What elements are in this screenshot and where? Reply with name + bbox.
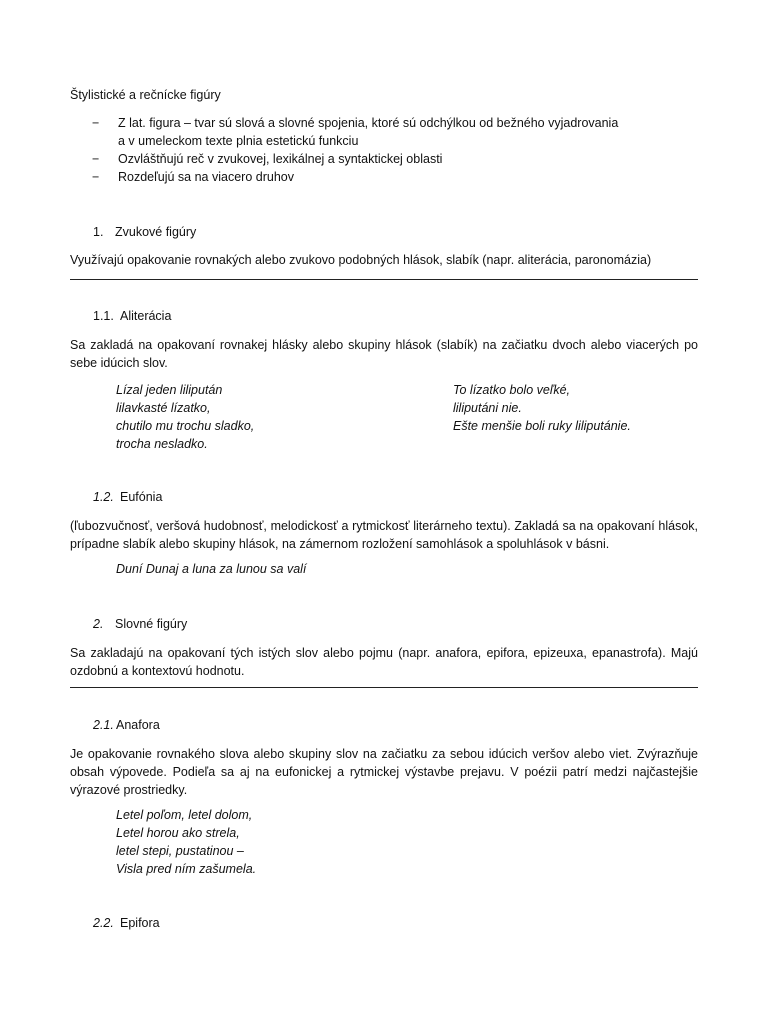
- subsection-text: Je opakovanie rovnakého slova alebo skupiny slov na začiatku za sebou idúcich veršov alebo viet. Zvýrazňuje obsah výpovede. Podieľa sa aj na eufonickej a rytmickej výstavbe prejavu. V poézii patrí medzi najčastejšie výrazové prostriedky.: [70, 747, 698, 797]
- list-item: Rozdeľujú sa na viacero druhov: [118, 170, 294, 184]
- poem-line: Letel poľom, letel dolom,: [116, 808, 253, 822]
- list-dash: −: [92, 116, 100, 130]
- poem-right: [453, 381, 631, 435]
- divider: [70, 687, 698, 688]
- subsection-text: Sa zakladá na opakovaní rovnakej hlásky alebo skupiny hlások (slabík) na začiatku dvoch alebo viacerých po sebe idúcich slov.: [70, 338, 698, 370]
- list-dash: −: [92, 152, 100, 166]
- poem-line: To lízatko bolo veľké,: [453, 383, 571, 397]
- section-number: 2.: [93, 617, 104, 631]
- section-description: Sa zakladajú na opakovaní tých istých slov alebo pojmu (napr. anafora, epifora, epizeuxa, epanastrofa). Majú ozdobnú a kontextovú hodnotu.: [70, 646, 698, 678]
- poem-line: lilavkasté lízatko,: [116, 401, 211, 415]
- poem-line: trocha nesladko.: [116, 437, 208, 451]
- poem-line: Visla pred ním zašumela.: [116, 862, 257, 876]
- list-item: Z lat. figura – tvar sú slová a slovné spojenia, ktoré sú odchýlkou od bežného vyjadrovania: [118, 116, 619, 130]
- subsection-title: Aliterácia: [120, 309, 172, 323]
- poem-line: Letel horou ako strela,: [116, 826, 240, 840]
- divider: [70, 279, 698, 280]
- section-title: Zvukové figúry: [115, 225, 197, 239]
- section-description: Využívajú opakovanie rovnakých alebo zvukovo podobných hlások, slabík (napr. aliterácia, paronomázia): [70, 253, 652, 267]
- poem-line: Ešte menšie boli ruky liliputánie.: [453, 419, 631, 433]
- subsection-number: 1.1.: [93, 309, 114, 323]
- poem-left: [116, 381, 254, 453]
- poem-line: Lízal jeden lilipután: [116, 383, 223, 397]
- subsection-text: (ľubozvučnosť, veršová hudobnosť, melodickosť a rytmickosť literárneho textu). Zakladá sa na opakovaní hlások, prípadne slabík alebo skupiny hlások, na zámernom rozložení samohlások a spoluhlások v básni.: [70, 519, 698, 551]
- subsection-number: 1.2.: [93, 490, 114, 504]
- subsection-title: Eufónia: [120, 490, 163, 504]
- subsection-number: 2.2.: [93, 916, 114, 930]
- document-page: [70, 0, 698, 1024]
- subsection-title: Epifora: [120, 916, 160, 930]
- poem: [116, 806, 256, 878]
- list-item-continuation: a v umeleckom texte plnia estetickú funkciu: [118, 134, 359, 148]
- document-heading: Štylistické a rečnícke figúry: [70, 88, 221, 102]
- section-number: 1.: [93, 225, 104, 239]
- subsection-title: Anafora: [116, 718, 160, 732]
- example-verse: Duní Dunaj a luna za lunou sa valí: [116, 562, 307, 576]
- section-title: Slovné figúry: [115, 617, 188, 631]
- poem-line: letel stepi, pustatinou –: [116, 844, 244, 858]
- subsection-number: 2.1.: [93, 718, 114, 732]
- list-item: Ozvláštňujú reč v zvukovej, lexikálnej a syntaktickej oblasti: [118, 152, 443, 166]
- poem-line: chutilo mu trochu sladko,: [116, 419, 255, 433]
- poem-line: liliputáni nie.: [453, 401, 522, 415]
- list-dash: −: [92, 170, 100, 184]
